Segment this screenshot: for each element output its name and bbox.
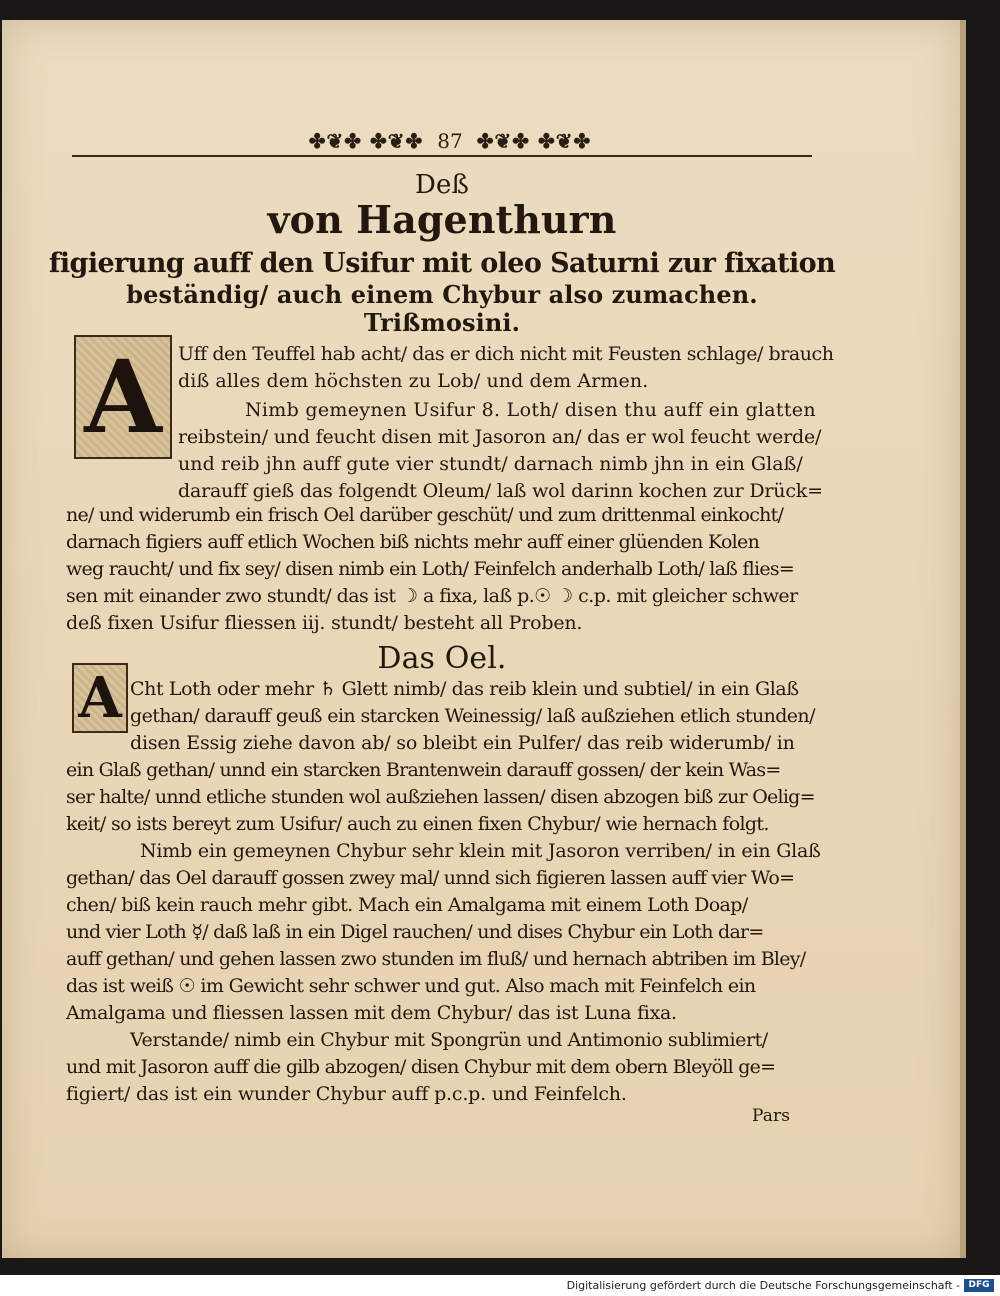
catchword: Pars: [752, 1106, 791, 1126]
section-heading: Das Oel.: [377, 641, 507, 676]
text-line: weg raucht/ und fix sey/ disen nimb ein Loth/ Feinfelch anderhalb Loth/ laß flies=: [66, 558, 795, 580]
text-line: disen Essig ziehe davon ab/ so bleibt ein Pulfer/ das reib widerumb/ in: [130, 732, 795, 754]
text-line: figiert/ das ist ein wunder Chybur auff p.c.p. und Feinfelch.: [66, 1083, 627, 1105]
drop-cap-initial-2: A: [72, 663, 128, 733]
title-line-2: von Hagenthurn: [267, 197, 617, 242]
page-number: 87: [437, 129, 463, 153]
text-line: Uff den Teuffel hab acht/ das er dich nicht mit Feusten schlage/ brauch: [178, 343, 834, 365]
dfg-logo-icon: DFG: [964, 1279, 994, 1292]
text-line: Nimb ein gemeynen Chybur sehr klein mit Jasoron verriben/ in ein Glaß: [140, 840, 821, 862]
text-line: keit/ so ists bereyt zum Usifur/ auch zu einen fixen Chybur/ wie hernach folgt.: [66, 813, 769, 835]
text-line: gethan/ darauff geuß ein starcken Weinessig/ laß außziehen etlich stunden/: [130, 705, 815, 727]
text-line: und reib jhn auff gute vier stundt/ darnach nimb jhn in ein Glaß/: [178, 453, 803, 475]
text-line: Nimb gemeynen Usifur 8. Loth/ disen thu auff ein glatten: [245, 399, 816, 421]
title-line-3: figierung auff den Usifur mit oleo Saturni zur fixation: [48, 248, 836, 279]
text-line: darauff gieß das folgendt Oleum/ laß wol darinn kochen zur Drück=: [178, 480, 823, 502]
title-line-4: beständig/ auch einem Chybur also zumachen.: [126, 280, 758, 309]
header-ornament-right: ✤❦✤ ✤❦✤: [476, 129, 592, 153]
text-line: Verstande/ nimb ein Chybur mit Spongrün und Antimonio sublimiert/: [130, 1029, 768, 1051]
text-line: gethan/ das Oel darauff gossen zwey mal/ unnd sich figieren lassen auff vier Wo=: [66, 867, 795, 889]
text-line: diß alles dem höchsten zu Lob/ und dem Armen.: [178, 370, 649, 392]
text-line: Cht Loth oder mehr ♄ Glett nimb/ das reib klein und subtiel/ in ein Glaß: [130, 678, 799, 700]
text-line: ne/ und widerumb ein frisch Oel darüber geschüt/ und zum drittenmal einkocht/: [66, 504, 784, 526]
text-line: und mit Jasoron auff die gilb abzogen/ disen Chybur mit dem obern Bleyöll ge=: [66, 1056, 776, 1078]
title-line-5: Trißmosini.: [363, 308, 521, 337]
text-line: und vier Loth ☿/ daß laß in ein Digel rauchen/ und dises Chybur ein Loth dar=: [66, 921, 764, 943]
text-line: sen mit einander zwo stundt/ das ist ☽ a fixa, laß p.☉ ☽ c.p. mit gleicher schwer: [66, 585, 798, 607]
text-line: chen/ biß kein rauch mehr gibt. Mach ein Amalgama mit einem Loth Doap/: [66, 894, 748, 916]
text-line: ser halte/ unnd etliche stunden wol außziehen lassen/ disen abzogen biß zur Oelig=: [66, 786, 815, 808]
drop-cap-initial-1: A: [74, 335, 172, 459]
footer-bar: [0, 1276, 1000, 1296]
page-edge: [960, 20, 966, 1258]
text-line: reibstein/ und feucht disen mit Jasoron an/ das er wol feucht werde/: [178, 426, 822, 448]
header-rule: [72, 155, 812, 157]
text-line: das ist weiß ☉ im Gewicht sehr schwer und gut. Also mach mit Feinfelch ein: [66, 975, 756, 997]
footer-funding-text: Digitalisierung gefördert durch die Deutsche Forschungsgemeinschaft -: [566, 1279, 960, 1292]
text-line: darnach figiers auff etlich Wochen biß nichts mehr auff einer glüenden Kolen: [66, 531, 760, 553]
text-line: deß fixen Usifur fliessen iij. stundt/ besteht all Proben.: [66, 612, 583, 634]
page-header: [250, 126, 650, 156]
text-line: auff gethan/ und gehen lassen zwo stunden im fluß/ und hernach abtriben im Bley/: [66, 948, 806, 970]
header-ornament-left: ✤❦✤ ✤❦✤: [308, 129, 424, 153]
text-line: Amalgama und fliessen lassen mit dem Chybur/ das ist Luna fixa.: [66, 1002, 677, 1024]
text-line: ein Glaß gethan/ unnd ein starcken Brantenwein darauff gossen/ der kein Was=: [66, 759, 781, 781]
title-line-1: Deß: [415, 170, 469, 200]
